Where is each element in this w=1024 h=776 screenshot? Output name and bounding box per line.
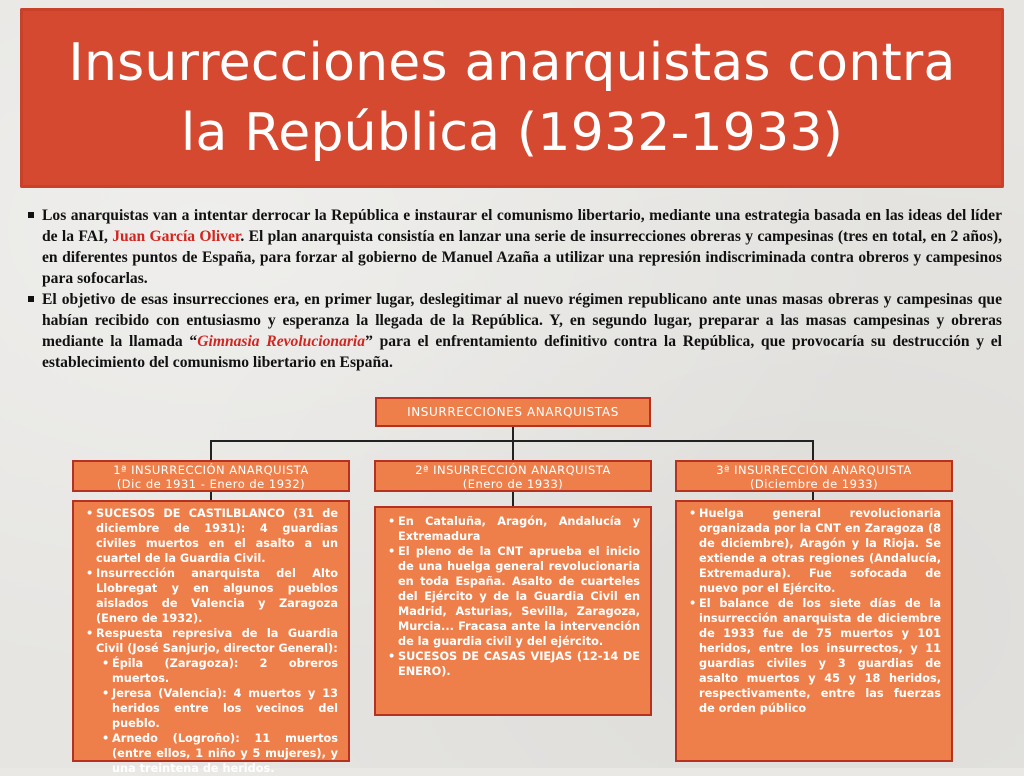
col2-detail-list [382, 514, 646, 679]
col2-head-date: (Enero de 1933) [462, 477, 564, 491]
intro-bullet [28, 289, 1002, 373]
col1-head-title: 1ª INSURRECCIÓN ANARQUISTA [113, 463, 309, 477]
col2-head-box [374, 460, 652, 492]
detail-sub-item: • Jeresa (Valencia): 4 muertos y 13 heridos entre los vecinos del pueblo. [96, 686, 338, 731]
connector-col2 [512, 440, 514, 460]
intro-bullet [28, 205, 1002, 289]
col1-detail-list [80, 506, 344, 776]
col3-head-box [675, 460, 953, 492]
detail-item: • SUCESOS DE CASAS VIEJAS (12-14 DE ENERO). [398, 649, 640, 679]
detail-item: • Insurrección anarquista del Alto Llobregat y en algunos pueblos aislados de Valencia y Zaragoza (Enero de 1932). [96, 566, 338, 626]
col3-detail-list [683, 506, 947, 716]
highlight-name: Juan García Oliver [112, 228, 241, 245]
detail-item: • Huelga general revolucionaria organizada por la CNT en Zaragoza (8 de diciembre), Aragón y la Rioja. Se extiende a otras regiones (Andalucía, Extremadura). Fue sofocada de nuevo por el Ejército. [699, 506, 941, 596]
connector-root-down [512, 427, 514, 441]
connector-col1 [210, 440, 212, 460]
detail-item: • Respuesta represiva de la Guardia Civil (José Sanjurjo, director General): [96, 626, 338, 656]
detail-sub-item: • Arnedo (Logroño): 11 muertos (entre ellos, 1 niño y 5 mujeres), y una treintena de heridos. [96, 731, 338, 776]
col1-head-date: (Dic de 1931 - Enero de 1932) [116, 477, 306, 491]
bullet-text: Los anarquistas van a intentar derrocar la República e instaurar el comunismo libertario, mediante una estrategia basada en las ideas del líder de la FAI, [42, 207, 1002, 245]
diagram-root-box: INSURRECCIONES ANARQUISTAS [375, 397, 651, 427]
intro-bullet-list [28, 205, 1002, 373]
page-title [20, 28, 1004, 178]
detail-sub-item: • Épila (Zaragoza): 2 obreros muertos. [96, 656, 338, 686]
title-line-1: Insurrecciones anarquistas contra [68, 33, 956, 93]
detail-item: • El balance de los siete días de la insurrección anarquista de diciembre de 1933 fue de 75 muertos y 101 heridos, entre los insurrectos, y 11 guardias civiles y 3 guardias de asalto muertos y 45 y 18 heridos, respectivamente, entre las fuerzas de orden público [699, 596, 941, 716]
detail-item: • En Cataluña, Aragón, Andalucía y Extremadura [398, 514, 640, 544]
detail-item: • El pleno de la CNT aprueba el inicio de una huelga general revolucionaria en toda España. Asalto de cuarteles del Ejército y de la Guardia Civil en Madrid, Asturias, Sevilla, Zaragoza, Murcia... Fracasa ante la intervención de la guardia civil y del ejército. [398, 544, 640, 649]
bullet-text: El objetivo de esas insurrecciones era, en primer lugar, deslegitimar al nuevo régimen republicano ante unas masas obreras y campesinas que habían recibido con entusiasmo y esperanza la llegada de la República. Y, en segundo lugar, preparar a las masas campesinas y obreras mediante la llamada “ [42, 291, 1002, 350]
highlight-term: Gimnasia Revolucionaria [197, 333, 366, 350]
connector-col2-detail [512, 491, 514, 507]
col3-detail-box [675, 500, 953, 762]
col3-head-date: (Diciembre de 1933) [749, 477, 879, 491]
col2-detail-box [374, 506, 652, 716]
col1-head-box [72, 460, 350, 492]
connector-col3 [812, 440, 814, 460]
detail-item: • SUCESOS DE CASTILBLANCO (31 de diciembre de 1931): 4 guardias civiles muertos en el asalto a un cuartel de la Guardia Civil. [96, 506, 338, 566]
bullet-text: . El plan anarquista consistía en lanzar una serie de insurrecciones obreras y campesinas (tres en total, en 2 años), en diferentes puntos de España, para forzar al gobierno de Manuel Azaña a utilizar una represión indiscriminada contra obreros y campesinos para sofocarlas. [42, 228, 1002, 287]
col2-head-title: 2ª INSURRECCIÓN ANARQUISTA [415, 463, 611, 477]
bullet-text: ” para el enfrentamiento definitivo contra la República, que provocaría su destrucción y el establecimiento del comunismo libertario en España. [42, 333, 1002, 371]
col1-detail-box [72, 500, 350, 775]
col3-head-title: 3ª INSURRECCIÓN ANARQUISTA [716, 463, 912, 477]
title-line-2: la República (1932-1933) [180, 103, 844, 163]
